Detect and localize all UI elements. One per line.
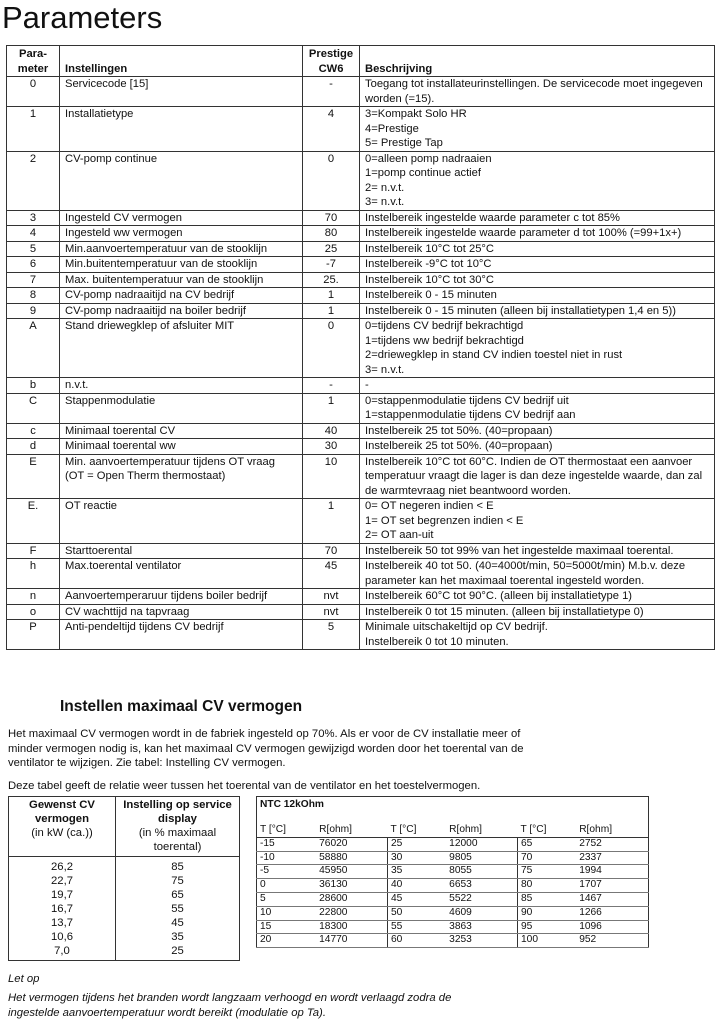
ntc-header-temp: T [°C] (387, 824, 446, 837)
ntc-row (257, 879, 649, 893)
parameter-setting: Minimaal toerental CV (60, 423, 303, 439)
parameter-description: Instelbereik 10°C tot 60°C. Indien de OT thermostaat een aanvoer temperatuur vraagt die lager is dan deze ingestelde waarde, dan zal de warmtevraag niet beantwoord worden. (360, 454, 715, 499)
ntc-header-resistance: R[ohm] (446, 824, 517, 837)
ntc-row (257, 920, 649, 934)
parameter-value: 0 (303, 151, 360, 210)
ntc-temp-cell: 65 (517, 837, 576, 851)
parameter-row (7, 272, 715, 288)
parameter-setting: n.v.t. (60, 378, 303, 394)
parameter-setting: CV-pomp continue (60, 151, 303, 210)
ntc-resistance-cell: 3253 (446, 934, 517, 948)
power-header-setting-unit: (in % maximaal toerental) (138, 827, 217, 853)
parameter-description: Minimale uitschakeltijd op CV bedrijf. Instelbereik 0 tot 10 minuten. (360, 620, 715, 650)
ntc-resistance-cell: 18300 (316, 920, 387, 934)
parameter-description: Instelbereik 25 tot 50%. (40=propaan) (360, 439, 715, 455)
ntc-resistance-cell: 5522 (446, 892, 517, 906)
power-row (9, 888, 240, 902)
power-header-setting (116, 797, 240, 857)
ntc-header-temp: T [°C] (257, 824, 317, 837)
parameter-setting: CV-pomp nadraaitijd na boiler bedrijf (60, 303, 303, 319)
ntc-temp-cell: 55 (387, 920, 446, 934)
ntc-resistance-cell: 12000 (446, 837, 517, 851)
power-row (9, 902, 240, 916)
parameter-value: 25 (303, 241, 360, 257)
parameter-row (7, 107, 715, 152)
parameter-value: 5 (303, 620, 360, 650)
ntc-resistance-cell: 14770 (316, 934, 387, 948)
power-row (9, 944, 240, 961)
power-row (9, 874, 240, 888)
parameter-value: 30 (303, 439, 360, 455)
header-parameter-line1: Para- (19, 48, 47, 60)
parameter-description: - (360, 378, 715, 394)
parameter-row (7, 257, 715, 273)
parameter-row (7, 589, 715, 605)
power-setting-cell: 55 (116, 902, 240, 916)
power-setting-cell: 45 (116, 916, 240, 930)
parameter-description: Instelbereik ingestelde waarde parameter d tot 100% (=99+1x+) (360, 226, 715, 242)
parameter-row (7, 620, 715, 650)
parameter-code: E (7, 454, 60, 499)
parameter-description: Instelbereik 0 - 15 minuten (alleen bij installatietypen 1,4 en 5)) (360, 303, 715, 319)
ntc-resistance-cell: 9805 (446, 851, 517, 865)
ntc-temp-cell: 75 (517, 865, 576, 879)
parameter-setting: Starttoerental (60, 543, 303, 559)
parameter-setting: Stand driewegklep of afsluiter MIT (60, 319, 303, 378)
parameter-description: Instelbereik -9°C tot 10°C (360, 257, 715, 273)
parameter-code: 5 (7, 241, 60, 257)
parameter-description: Instelbereik 40 tot 50. (40=4000t/min, 50=5000t/min) M.b.v. deze parameter kan het maximaal toerental ingesteld worden. (360, 559, 715, 589)
parameter-description: 0=stappenmodulatie tijdens CV bedrijf uit 1=stappenmodulatie tijdens CV bedrijf aan (360, 393, 715, 423)
ntc-resistance-cell: 28600 (316, 892, 387, 906)
parameter-row (7, 543, 715, 559)
parameter-description: Instelbereik ingestelde waarde parameter c tot 85% (360, 210, 715, 226)
parameter-row (7, 378, 715, 394)
parameter-description: Instelbereik 0 - 15 minuten (360, 288, 715, 304)
power-setting-cell: 25 (116, 944, 240, 961)
power-kw-cell: 16,7 (9, 902, 116, 916)
parameter-value: - (303, 77, 360, 107)
parameter-value: -7 (303, 257, 360, 273)
power-row (9, 930, 240, 944)
parameter-code: h (7, 559, 60, 589)
parameter-description: 0=alleen pomp nadraaien 1=pomp continue actief 2= n.v.t. 3= n.v.t. (360, 151, 715, 210)
parameter-row (7, 319, 715, 378)
parameter-setting: Max. buitentemperatuur van de stooklijn (60, 272, 303, 288)
ntc-temp-cell: 80 (517, 879, 576, 893)
ntc-temp-cell: 30 (387, 851, 446, 865)
parameter-value: 0 (303, 319, 360, 378)
parameter-value: 70 (303, 543, 360, 559)
ntc-title-row (257, 797, 649, 825)
parameter-row (7, 559, 715, 589)
power-row (9, 857, 240, 875)
power-header-kw-unit: (in kW (ca.)) (31, 827, 93, 839)
ntc-row (257, 892, 649, 906)
ntc-row (257, 837, 649, 851)
note-title: Let op (8, 973, 40, 985)
ntc-resistance-cell: 76020 (316, 837, 387, 851)
power-header-setting-title: Instelling op service display (123, 799, 232, 825)
ntc-resistance-cell: 58880 (316, 851, 387, 865)
ntc-resistance-cell: 36130 (316, 879, 387, 893)
power-setting-cell: 85 (116, 857, 240, 875)
power-table-header (9, 797, 240, 857)
parameter-code: 7 (7, 272, 60, 288)
power-kw-cell: 26,2 (9, 857, 116, 875)
parameter-description: 0= OT negeren indien < E 1= OT set begrenzen indien < E 2= OT aan-uit (360, 499, 715, 544)
parameter-code: d (7, 439, 60, 455)
parameter-row (7, 210, 715, 226)
parameter-code: C (7, 393, 60, 423)
ntc-table-body (257, 837, 649, 947)
ntc-temp-cell: 70 (517, 851, 576, 865)
parameter-row (7, 241, 715, 257)
parameter-code: 9 (7, 303, 60, 319)
header-settings: Instellingen (60, 46, 303, 77)
parameter-description: Instelbereik 0 tot 15 minuten. (alleen bij installatietype 0) (360, 604, 715, 620)
parameter-value: 1 (303, 393, 360, 423)
power-kw-cell: 22,7 (9, 874, 116, 888)
ntc-resistance-cell: 1096 (576, 920, 648, 934)
ntc-temp-cell: 45 (387, 892, 446, 906)
header-parameter-line2: meter (17, 62, 49, 75)
parameter-setting: Ingesteld ww vermogen (60, 226, 303, 242)
parameter-setting: Min.aanvoertemperatuur van de stooklijn (60, 241, 303, 257)
ntc-resistance-cell: 1707 (576, 879, 648, 893)
parameter-code: 8 (7, 288, 60, 304)
parameter-setting: CV-pomp nadraaitijd na CV bedrijf (60, 288, 303, 304)
ntc-temp-cell: -10 (257, 851, 317, 865)
parameter-value: nvt (303, 589, 360, 605)
parameter-value: 1 (303, 499, 360, 544)
parameter-code: E. (7, 499, 60, 544)
parameter-value: 25. (303, 272, 360, 288)
parameter-row (7, 423, 715, 439)
ntc-temp-cell: 25 (387, 837, 446, 851)
relation-paragraph: Deze tabel geeft de relatie weer tussen het toerental van de ventilator en het toestelvermogen. (8, 780, 481, 792)
parameter-setting: Anti-pendeltijd tijdens CV bedrijf (60, 620, 303, 650)
parameter-description: Instelbereik 50 tot 99% van het ingestelde maximaal toerental. (360, 543, 715, 559)
ntc-title: NTC 12kOhm (257, 797, 649, 825)
parameter-setting: Aanvoertemperaruur tijdens boiler bedrijf (60, 589, 303, 605)
parameter-code: 4 (7, 226, 60, 242)
parameter-value: 10 (303, 454, 360, 499)
parameter-value: 4 (303, 107, 360, 152)
parameter-setting: Servicecode [15] (60, 77, 303, 107)
parameter-setting: Minimaal toerental ww (60, 439, 303, 455)
ntc-resistance-cell: 1467 (576, 892, 648, 906)
ntc-resistance-cell: 45950 (316, 865, 387, 879)
parameter-row (7, 393, 715, 423)
parameter-row (7, 499, 715, 544)
header-prestige (303, 46, 360, 77)
parameter-description: Instelbereik 10°C tot 25°C (360, 241, 715, 257)
parameter-code: 1 (7, 107, 60, 152)
ntc-temp-cell: 10 (257, 906, 317, 920)
ntc-temp-cell: -5 (257, 865, 317, 879)
parameter-table-body (7, 77, 715, 650)
parameter-setting: Max.toerental ventilator (60, 559, 303, 589)
parameter-row (7, 226, 715, 242)
ntc-row (257, 906, 649, 920)
ntc-resistance-cell: 2752 (576, 837, 648, 851)
parameter-code: c (7, 423, 60, 439)
parameter-row (7, 303, 715, 319)
ntc-temp-cell: 15 (257, 920, 317, 934)
ntc-resistance-cell: 1266 (576, 906, 648, 920)
parameter-setting: CV wachttijd na tapvraag (60, 604, 303, 620)
power-header-kw (9, 797, 116, 857)
power-setting-cell: 35 (116, 930, 240, 944)
ntc-temp-cell: 100 (517, 934, 576, 948)
header-prestige-line2: CW6 (318, 62, 344, 75)
parameter-description: Instelbereik 10°C tot 30°C (360, 272, 715, 288)
ntc-resistance-cell: 22800 (316, 906, 387, 920)
parameter-value: 1 (303, 303, 360, 319)
ntc-temp-cell: -15 (257, 837, 317, 851)
parameter-description: Toegang tot installateurinstellingen. De servicecode moet ingegeven worden (=15). (360, 77, 715, 107)
parameter-setting: Min. aanvoertemperatuur tijdens OT vraag (OT = Open Therm thermostaat) (60, 454, 303, 499)
ntc-header-row (257, 824, 649, 837)
header-description: Beschrijving (360, 46, 715, 77)
ntc-resistance-cell: 8055 (446, 865, 517, 879)
ntc-header-resistance: R[ohm] (576, 824, 648, 837)
parameter-code: n (7, 589, 60, 605)
parameter-code: 2 (7, 151, 60, 210)
section-title: Instellen maximaal CV vermogen (60, 698, 303, 715)
page-title: Parameters (2, 0, 163, 35)
header-prestige-line1: Prestige (308, 48, 354, 60)
parameter-code: o (7, 604, 60, 620)
ntc-temp-cell: 40 (387, 879, 446, 893)
parameter-description: 3=Kompakt Solo HR 4=Prestige 5= Prestige Tap (360, 107, 715, 152)
ntc-header-temp: T [°C] (517, 824, 576, 837)
power-kw-cell: 10,6 (9, 930, 116, 944)
ntc-temp-cell: 35 (387, 865, 446, 879)
parameter-table (6, 45, 715, 650)
ntc-temp-cell: 90 (517, 906, 576, 920)
parameter-code: 3 (7, 210, 60, 226)
header-parameter (7, 46, 60, 77)
ntc-row (257, 865, 649, 879)
power-row (9, 916, 240, 930)
power-header-kw-title: Gewenst CV vermogen (29, 799, 95, 825)
ntc-resistance-cell: 1994 (576, 865, 648, 879)
parameter-value: nvt (303, 604, 360, 620)
parameter-setting: Ingesteld CV vermogen (60, 210, 303, 226)
parameter-setting: Min.buitentemperatuur van de stooklijn (60, 257, 303, 273)
parameter-value: - (303, 378, 360, 394)
ntc-resistance-cell: 952 (576, 934, 648, 948)
parameter-value: 40 (303, 423, 360, 439)
parameter-value: 70 (303, 210, 360, 226)
power-setting-cell: 65 (116, 888, 240, 902)
parameter-row (7, 439, 715, 455)
parameter-code: b (7, 378, 60, 394)
parameter-value: 1 (303, 288, 360, 304)
parameter-row (7, 151, 715, 210)
ntc-resistance-cell: 2337 (576, 851, 648, 865)
ntc-temp-cell: 5 (257, 892, 317, 906)
parameter-table-header (7, 46, 715, 77)
parameter-setting: Stappenmodulatie (60, 393, 303, 423)
parameter-code: 6 (7, 257, 60, 273)
parameter-setting: Installatietype (60, 107, 303, 152)
parameter-value: 45 (303, 559, 360, 589)
ntc-table (256, 796, 649, 948)
power-table-body (9, 857, 240, 961)
ntc-temp-cell: 60 (387, 934, 446, 948)
parameter-description: Instelbereik 60°C tot 90°C. (alleen bij installatietype 1) (360, 589, 715, 605)
parameter-row (7, 288, 715, 304)
ntc-resistance-cell: 3863 (446, 920, 517, 934)
ntc-temp-cell: 95 (517, 920, 576, 934)
power-setting-cell: 75 (116, 874, 240, 888)
ntc-temp-cell: 0 (257, 879, 317, 893)
ntc-header-resistance: R[ohm] (316, 824, 387, 837)
ntc-temp-cell: 20 (257, 934, 317, 948)
ntc-temp-cell: 50 (387, 906, 446, 920)
ntc-temp-cell: 85 (517, 892, 576, 906)
parameter-code: 0 (7, 77, 60, 107)
power-kw-cell: 13,7 (9, 916, 116, 930)
power-setting-table (8, 796, 240, 961)
parameter-description: 0=tijdens CV bedrijf bekrachtigd 1=tijdens ww bedrijf bekrachtigd 2=driewegklep in stand CV indien toestel niet in rust 3= n.v.t. (360, 319, 715, 378)
parameter-code: A (7, 319, 60, 378)
parameter-code: P (7, 620, 60, 650)
parameter-row (7, 604, 715, 620)
parameter-description: Instelbereik 25 tot 50%. (40=propaan) (360, 423, 715, 439)
parameter-code: F (7, 543, 60, 559)
intro-paragraph: Het maximaal CV vermogen wordt in de fabriek ingesteld op 70%. Als er voor de CV installatie meer of minder vermogen nodig is, kan het maximaal CV vermogen gewijzigd worden door het toerental van de ventilator te wijzigen. Zie tabel: Instelling CV vermogen. (8, 728, 524, 769)
ntc-resistance-cell: 6653 (446, 879, 517, 893)
ntc-row (257, 851, 649, 865)
parameter-row (7, 77, 715, 107)
power-kw-cell: 7,0 (9, 944, 116, 961)
parameter-value: 80 (303, 226, 360, 242)
parameter-setting: OT reactie (60, 499, 303, 544)
ntc-row (257, 934, 649, 948)
parameter-row (7, 454, 715, 499)
ntc-resistance-cell: 4609 (446, 906, 517, 920)
power-kw-cell: 19,7 (9, 888, 116, 902)
note-text: Het vermogen tijdens het branden wordt langzaam verhoogd en wordt verlaagd zodra de ingestelde aanvoertemperatuur wordt bereikt (modulatie op Ta). (8, 992, 452, 1019)
